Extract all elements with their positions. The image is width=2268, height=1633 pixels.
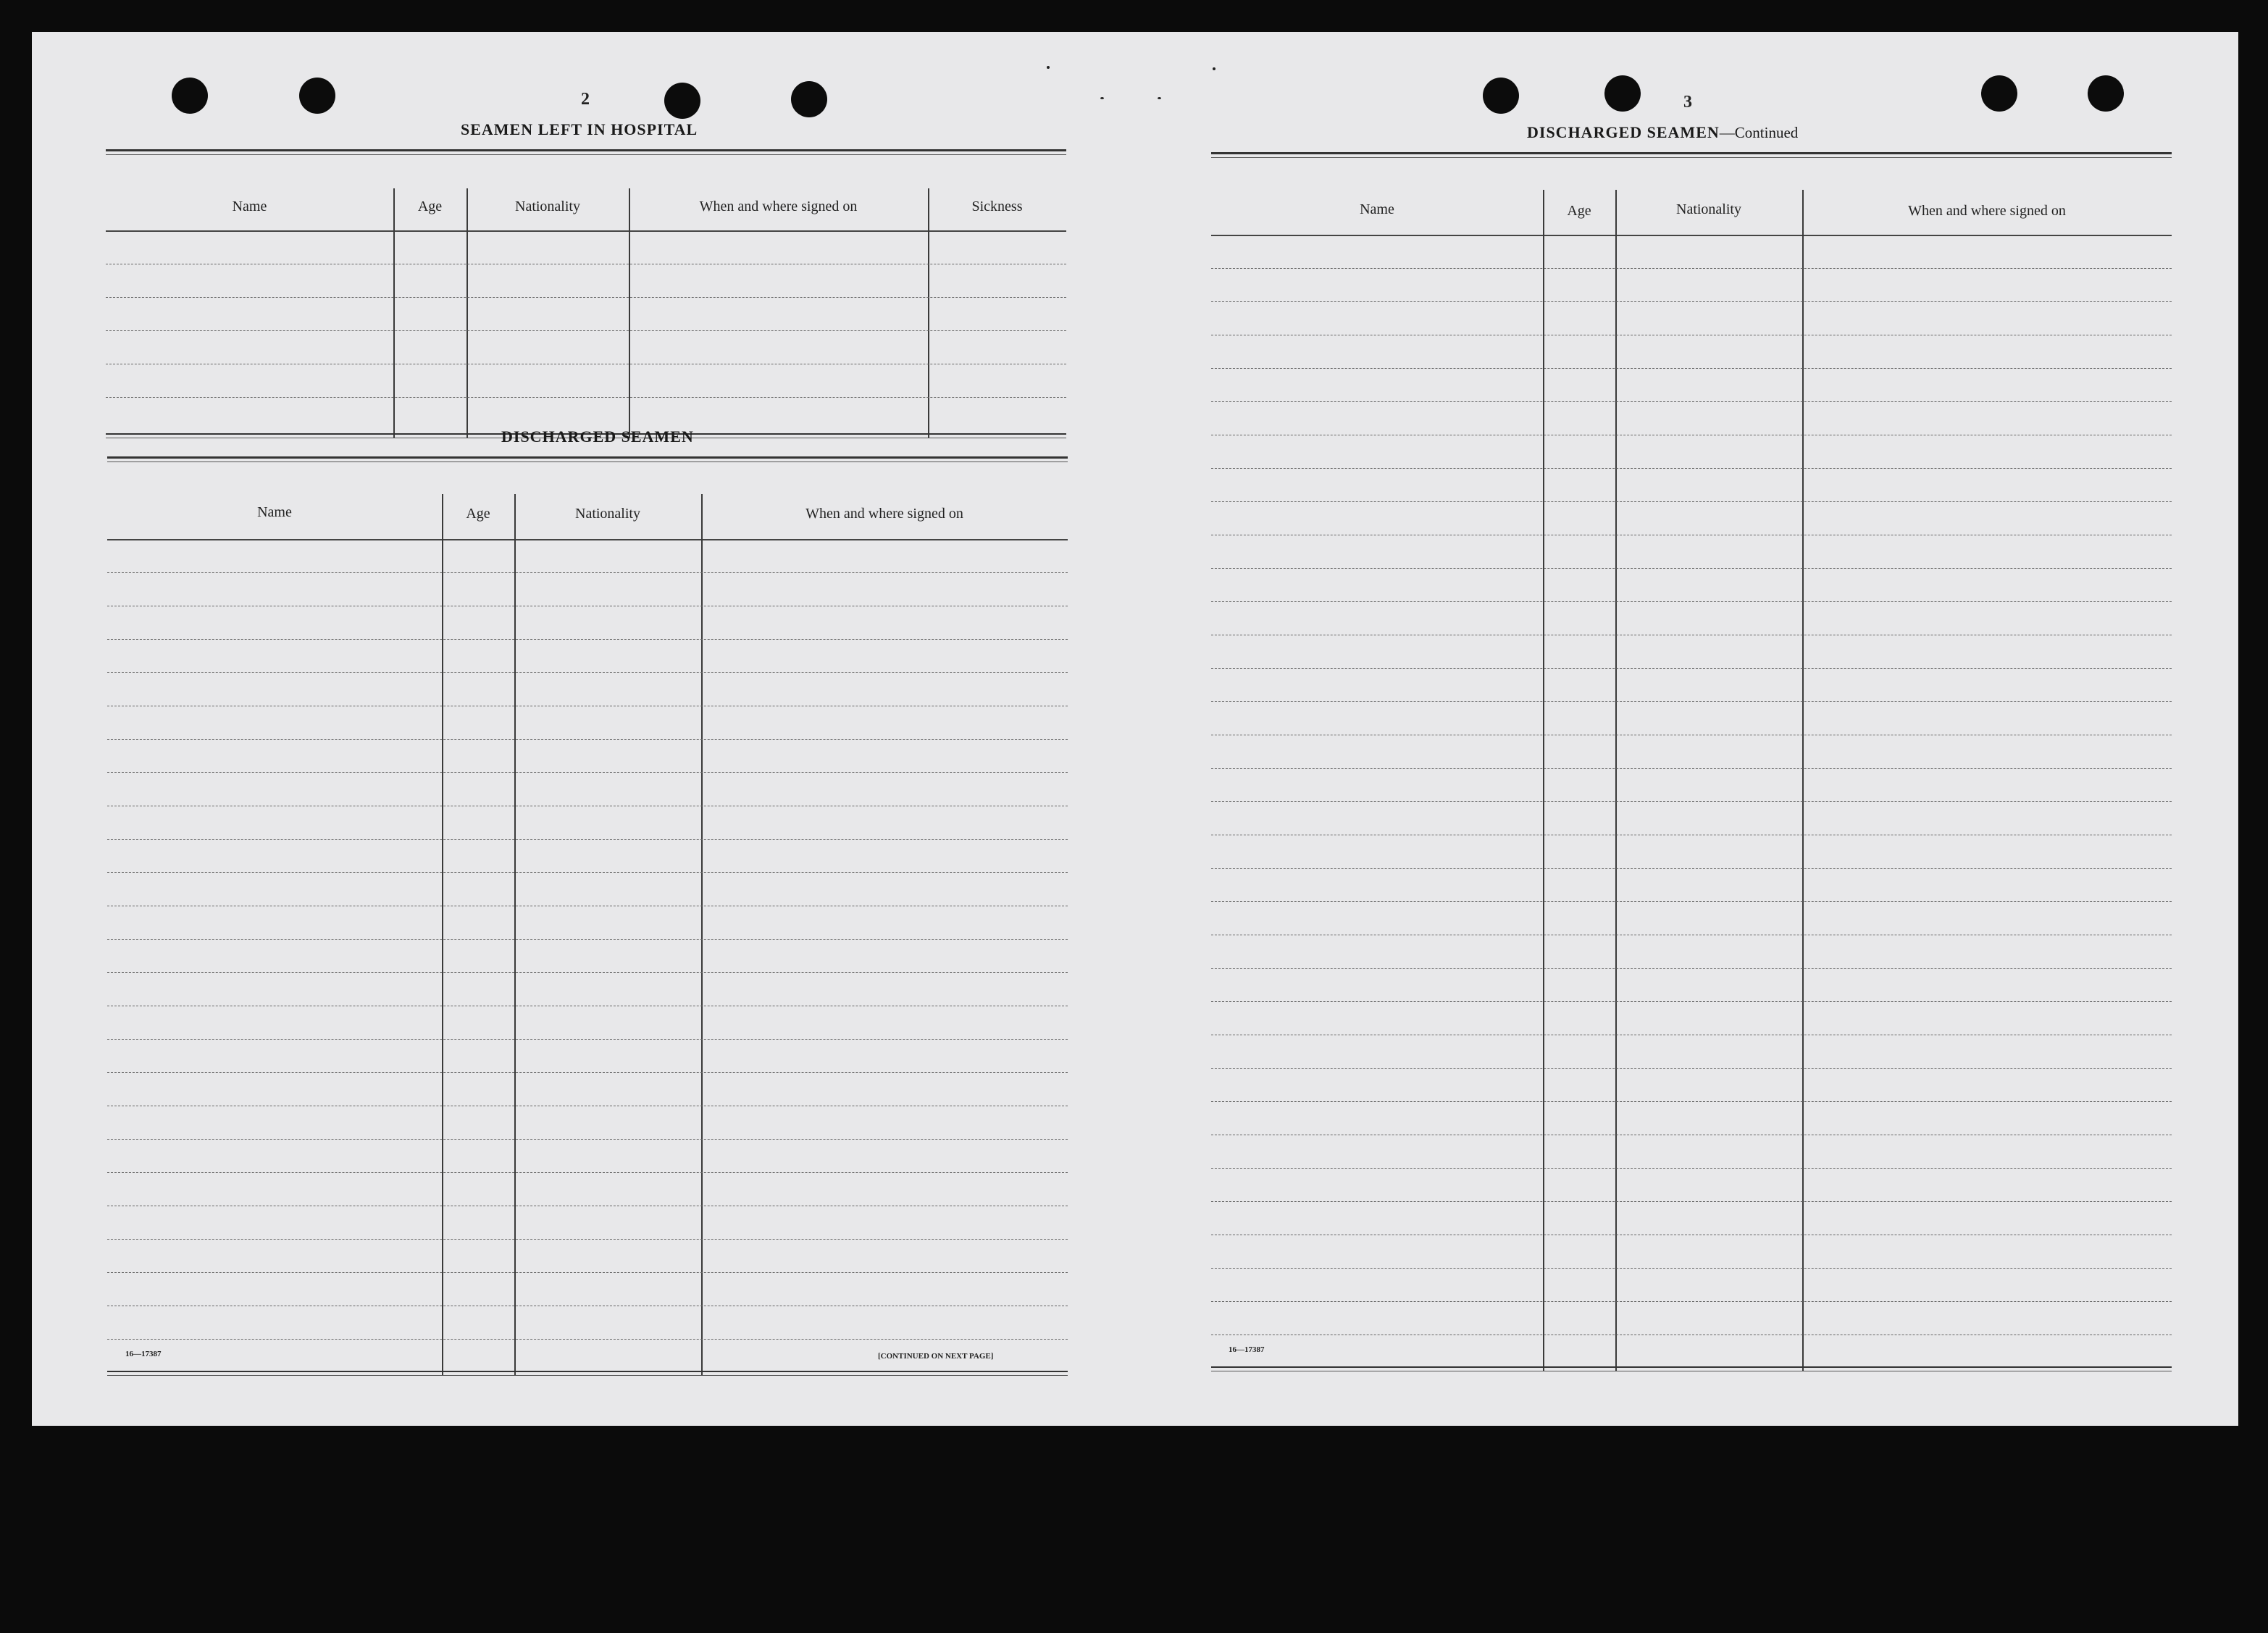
discharged-section-title: DISCHARGED SEAMEN — [501, 427, 694, 446]
row-rule — [107, 572, 1068, 573]
punch-hole — [172, 78, 208, 114]
punch-hole — [1483, 78, 1519, 114]
punch-hole — [1981, 75, 2017, 112]
header-underline — [106, 230, 1066, 232]
column-divider — [629, 188, 630, 438]
row-rule — [107, 1172, 1068, 1173]
row-rule — [1211, 501, 2172, 502]
row-rule — [1211, 468, 2172, 469]
column-header-signed-on: When and where signed on — [1908, 203, 2066, 219]
speck — [1158, 97, 1161, 99]
column-header-name: Name — [232, 199, 267, 214]
table-top-rule — [107, 456, 1068, 459]
discharged-continued-title — [1527, 123, 1798, 142]
row-rule — [1211, 268, 2172, 269]
hospital-section-title: SEAMEN LEFT IN HOSPITAL — [461, 120, 698, 138]
row-rule — [1211, 401, 2172, 402]
speck — [1047, 66, 1050, 69]
row-rule — [107, 672, 1068, 673]
page-number-right: 3 — [1683, 93, 1692, 112]
row-rule — [1211, 601, 2172, 602]
continued-note: [CONTINUED ON NEXT PAGE] — [878, 1352, 994, 1361]
punch-hole — [664, 83, 700, 119]
row-rule — [1211, 1268, 2172, 1269]
table-top-rule — [106, 154, 1066, 155]
row-rule — [106, 397, 1066, 398]
speck — [1213, 67, 1215, 70]
row-rule — [107, 872, 1068, 873]
speck — [1100, 97, 1104, 99]
row-rule — [107, 1039, 1068, 1040]
row-rule — [107, 1339, 1068, 1340]
column-header-age: Age — [417, 199, 443, 214]
row-rule — [1211, 968, 2172, 969]
row-rule — [107, 1272, 1068, 1273]
column-header-nationality: Nationality — [575, 506, 640, 522]
document-page — [32, 32, 2238, 1426]
row-rule — [1211, 568, 2172, 569]
column-header-name: Name — [257, 504, 292, 520]
row-rule — [1211, 901, 2172, 902]
row-rule — [1211, 801, 2172, 802]
row-rule — [107, 939, 1068, 940]
column-divider — [1615, 190, 1617, 1371]
row-rule — [1211, 668, 2172, 669]
column-divider — [1802, 190, 1804, 1371]
row-rule — [1211, 1001, 2172, 1002]
row-rule — [1211, 768, 2172, 769]
table-bottom-rule — [1211, 1366, 2172, 1368]
punch-hole — [1604, 75, 1641, 112]
row-rule — [107, 739, 1068, 740]
continued-suffix: —Continued — [1719, 124, 1799, 141]
column-divider — [1543, 190, 1544, 1371]
row-rule — [107, 972, 1068, 973]
row-rule — [107, 1139, 1068, 1140]
row-rule — [1211, 1168, 2172, 1169]
row-rule — [1211, 368, 2172, 369]
column-header-nationality: Nationality — [515, 199, 580, 214]
row-rule — [107, 1072, 1068, 1073]
row-rule — [1211, 1201, 2172, 1202]
hospital-table — [106, 149, 1066, 440]
punch-hole — [2088, 75, 2124, 112]
column-divider — [514, 494, 516, 1375]
header-underline — [1211, 235, 2172, 236]
column-header-nationality: Nationality — [1676, 201, 1741, 217]
column-header-sickness: Sickness — [971, 199, 1023, 214]
row-rule — [107, 639, 1068, 640]
row-rule — [1211, 701, 2172, 702]
punch-hole — [791, 81, 827, 117]
punch-hole — [299, 78, 335, 114]
column-divider — [393, 188, 395, 438]
table-bottom-rule — [107, 1371, 1068, 1372]
form-code-left: 16—17387 — [125, 1350, 162, 1358]
discharged-title-text: DISCHARGED SEAMEN — [1527, 123, 1720, 141]
discharged-table-right — [1211, 152, 2172, 1374]
row-rule — [106, 297, 1066, 298]
column-header-signed-on: When and where signed on — [805, 506, 963, 522]
form-code-right: 16—17387 — [1229, 1345, 1265, 1354]
row-rule — [1211, 1301, 2172, 1302]
page-number-left: 2 — [581, 90, 590, 109]
row-rule — [107, 772, 1068, 773]
discharged-table-left — [107, 456, 1068, 1381]
row-rule — [1211, 1101, 2172, 1102]
column-divider — [466, 188, 468, 438]
column-header-age: Age — [1567, 203, 1591, 219]
table-top-rule — [1211, 152, 2172, 154]
row-rule — [107, 839, 1068, 840]
table-top-rule — [106, 149, 1066, 151]
column-divider — [928, 188, 929, 438]
table-bottom-rule — [107, 1375, 1068, 1376]
column-header-signed-on: When and where signed on — [699, 199, 858, 214]
column-divider — [701, 494, 703, 1375]
row-rule — [1211, 868, 2172, 869]
header-underline — [107, 539, 1068, 540]
column-header-age: Age — [466, 506, 490, 522]
row-rule — [107, 1239, 1068, 1240]
column-header-name: Name — [1360, 201, 1394, 217]
row-rule — [1211, 1068, 2172, 1069]
column-divider — [442, 494, 443, 1375]
table-top-rule — [1211, 157, 2172, 158]
row-rule — [1211, 301, 2172, 302]
row-rule — [106, 330, 1066, 331]
